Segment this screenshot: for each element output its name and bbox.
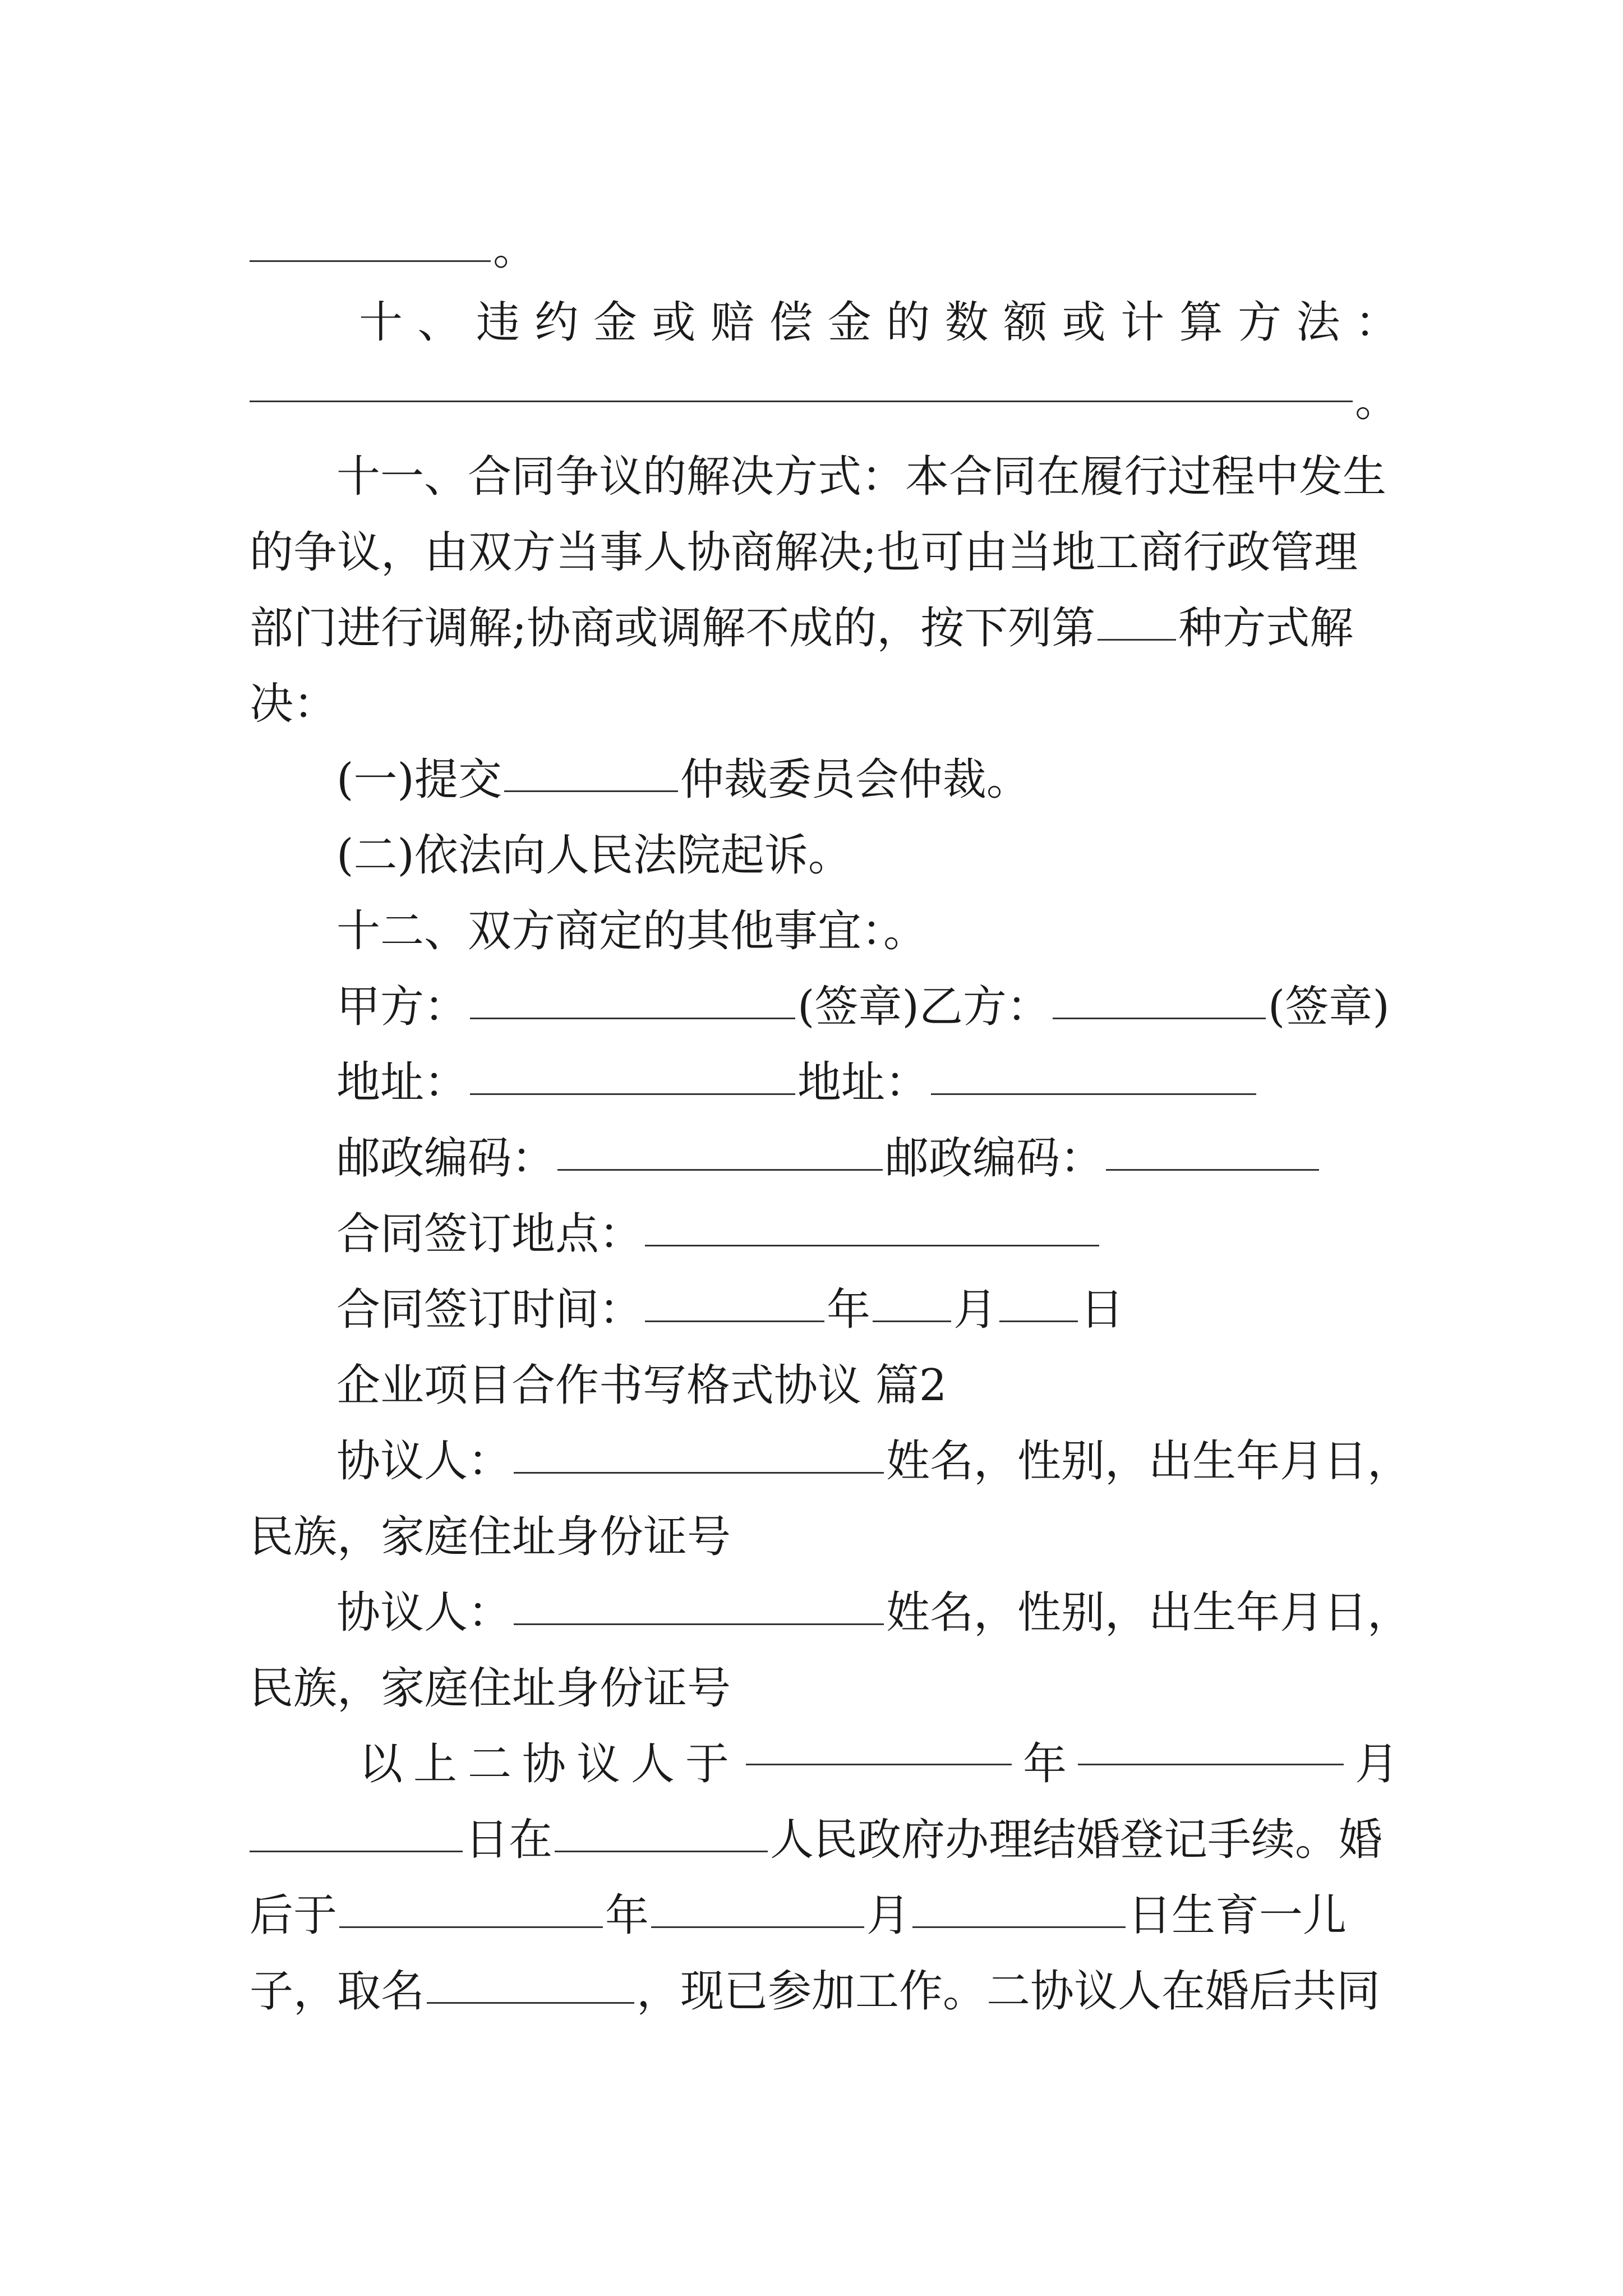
- party-a-label: 甲方：: [336, 982, 468, 1032]
- char: 议: [576, 1739, 620, 1789]
- text-segment: 年: [605, 1890, 649, 1941]
- line-22: [250, 1801, 1399, 1879]
- char: 协: [522, 1739, 566, 1789]
- option-1: [336, 740, 1399, 819]
- blank-line: [250, 1851, 463, 1852]
- blank-line: [746, 1764, 1012, 1765]
- blank-line: [1053, 1018, 1266, 1019]
- text-segment: 仲裁委员会仲裁。: [680, 754, 1030, 805]
- blank-line: [470, 1093, 795, 1095]
- text-segment: 协议人：: [336, 1436, 512, 1487]
- text-segment: 合同签订地点：: [336, 1209, 643, 1259]
- clause-10-heading: [359, 283, 1399, 362]
- char: 约: [534, 297, 579, 348]
- spaced-text: [359, 1725, 729, 1803]
- line-5: 的争议，由双方当事人协商解决;也可由当地工商行政管理: [250, 527, 1358, 578]
- blank-line: [873, 1320, 951, 1322]
- blank-line: [339, 1926, 603, 1928]
- char: 或: [1062, 297, 1106, 348]
- text-segment: 日: [1080, 1285, 1124, 1335]
- party-1-line: [336, 1422, 1412, 1501]
- blank-line: [1106, 1169, 1319, 1171]
- char: 算: [1179, 297, 1223, 348]
- blank-line: [470, 1018, 795, 1019]
- text-segment: 年: [1022, 1739, 1067, 1789]
- text-segment: 地址：: [797, 1057, 929, 1108]
- text-segment: 部门进行调解;协商或调解不成的，按下列第: [250, 603, 1096, 654]
- char: 或: [652, 297, 696, 348]
- blank-line: [931, 1093, 1256, 1095]
- text-segment: 。: [1354, 376, 1399, 426]
- text-segment: 姓名，性别，出生年月日，: [886, 1588, 1412, 1638]
- text-segment: 月: [953, 1285, 998, 1335]
- line-1: [250, 210, 1399, 289]
- option-2: (二)依法向人民法院起诉。: [336, 830, 852, 881]
- text-segment: 月: [1354, 1739, 1399, 1789]
- line-20: 民族，家庭住址身份证号: [250, 1663, 731, 1714]
- text-segment: 姓名，性别，出生年月日，: [886, 1436, 1412, 1487]
- char: 法: [1296, 297, 1340, 348]
- text-segment: 邮政编码：: [336, 1133, 556, 1184]
- blank-line: [557, 1169, 883, 1171]
- char: 、: [417, 297, 462, 348]
- blank-line: [1098, 639, 1176, 641]
- text-segment: 子，取名: [250, 1966, 425, 2017]
- blank-line: [999, 1320, 1078, 1322]
- char: ：: [1354, 297, 1399, 348]
- char: 方: [1238, 297, 1282, 348]
- line-3: [250, 362, 1399, 440]
- blank-line: [250, 401, 1353, 402]
- section-title: 企业项目合作书写格式协议 篇2: [336, 1360, 947, 1411]
- char: 额: [1003, 297, 1048, 348]
- text-segment: 人民政府办理结婚登记手续。婚: [770, 1815, 1383, 1865]
- char: 上: [413, 1739, 457, 1789]
- line-23: [250, 1876, 1399, 1955]
- char: 的: [886, 297, 930, 348]
- text-segment: 。: [493, 224, 537, 275]
- text-segment: ，现已参加工作。二协议人在婚后共同: [637, 1966, 1381, 2017]
- blank-line: [645, 1320, 824, 1322]
- blank-line: [250, 260, 491, 262]
- char: 赔: [710, 297, 754, 348]
- blank-line: [645, 1245, 1099, 1246]
- char: 金: [827, 297, 872, 348]
- text-segment: 日在: [465, 1815, 553, 1865]
- char: 十: [359, 297, 403, 348]
- text-segment: 年: [827, 1285, 871, 1335]
- party-2-line: [336, 1573, 1412, 1652]
- address-line: [336, 1043, 1399, 1122]
- clause-12: 十二、双方商定的其他事宜：。: [336, 906, 928, 956]
- blank-line: [514, 1472, 884, 1474]
- signing-place-line: [336, 1195, 1399, 1273]
- text-segment: 后于: [250, 1890, 338, 1941]
- text-segment: (签章): [1267, 982, 1390, 1032]
- text-segment: 种方式解: [1178, 603, 1354, 654]
- blank-line: [651, 1926, 864, 1928]
- line-6: [250, 589, 1399, 668]
- text-segment: 邮政编码：: [885, 1133, 1104, 1184]
- text-segment: (一)提交: [336, 754, 502, 805]
- char: 以: [359, 1739, 403, 1789]
- text-segment: 合同签订时间：: [336, 1285, 643, 1335]
- char: 金: [593, 297, 637, 348]
- clause-11: 十一、合同争议的解决方式：本合同在履行过程中发生: [336, 452, 1387, 502]
- signature-line: [336, 968, 1399, 1046]
- blank-line: [1078, 1764, 1344, 1765]
- marriage-date-line: [359, 1725, 1399, 1803]
- char: 于: [685, 1739, 729, 1789]
- line-7: 决：: [250, 679, 338, 729]
- party-b-label: (签章)乙方：: [797, 982, 1050, 1032]
- char: 计: [1121, 297, 1165, 348]
- signing-date-line: [336, 1271, 1399, 1349]
- char: 数: [944, 297, 989, 348]
- blank-line: [427, 2002, 634, 2004]
- char: 偿: [769, 297, 813, 348]
- blank-line: [912, 1926, 1126, 1928]
- blank-line: [504, 790, 678, 792]
- text-segment: 协议人：: [336, 1588, 512, 1638]
- line-24: [250, 1952, 1399, 2031]
- char: 违: [476, 297, 520, 348]
- char: 人: [630, 1739, 675, 1789]
- blank-line: [555, 1851, 768, 1852]
- text-segment: 月: [866, 1890, 911, 1941]
- text-segment: 日生育一儿: [1128, 1890, 1347, 1941]
- blank-line: [514, 1623, 884, 1625]
- postcode-line: [336, 1119, 1399, 1198]
- text-segment: 地址：: [336, 1057, 468, 1108]
- line-18: 民族，家庭住址身份证号: [250, 1512, 731, 1562]
- char: 二: [467, 1739, 511, 1789]
